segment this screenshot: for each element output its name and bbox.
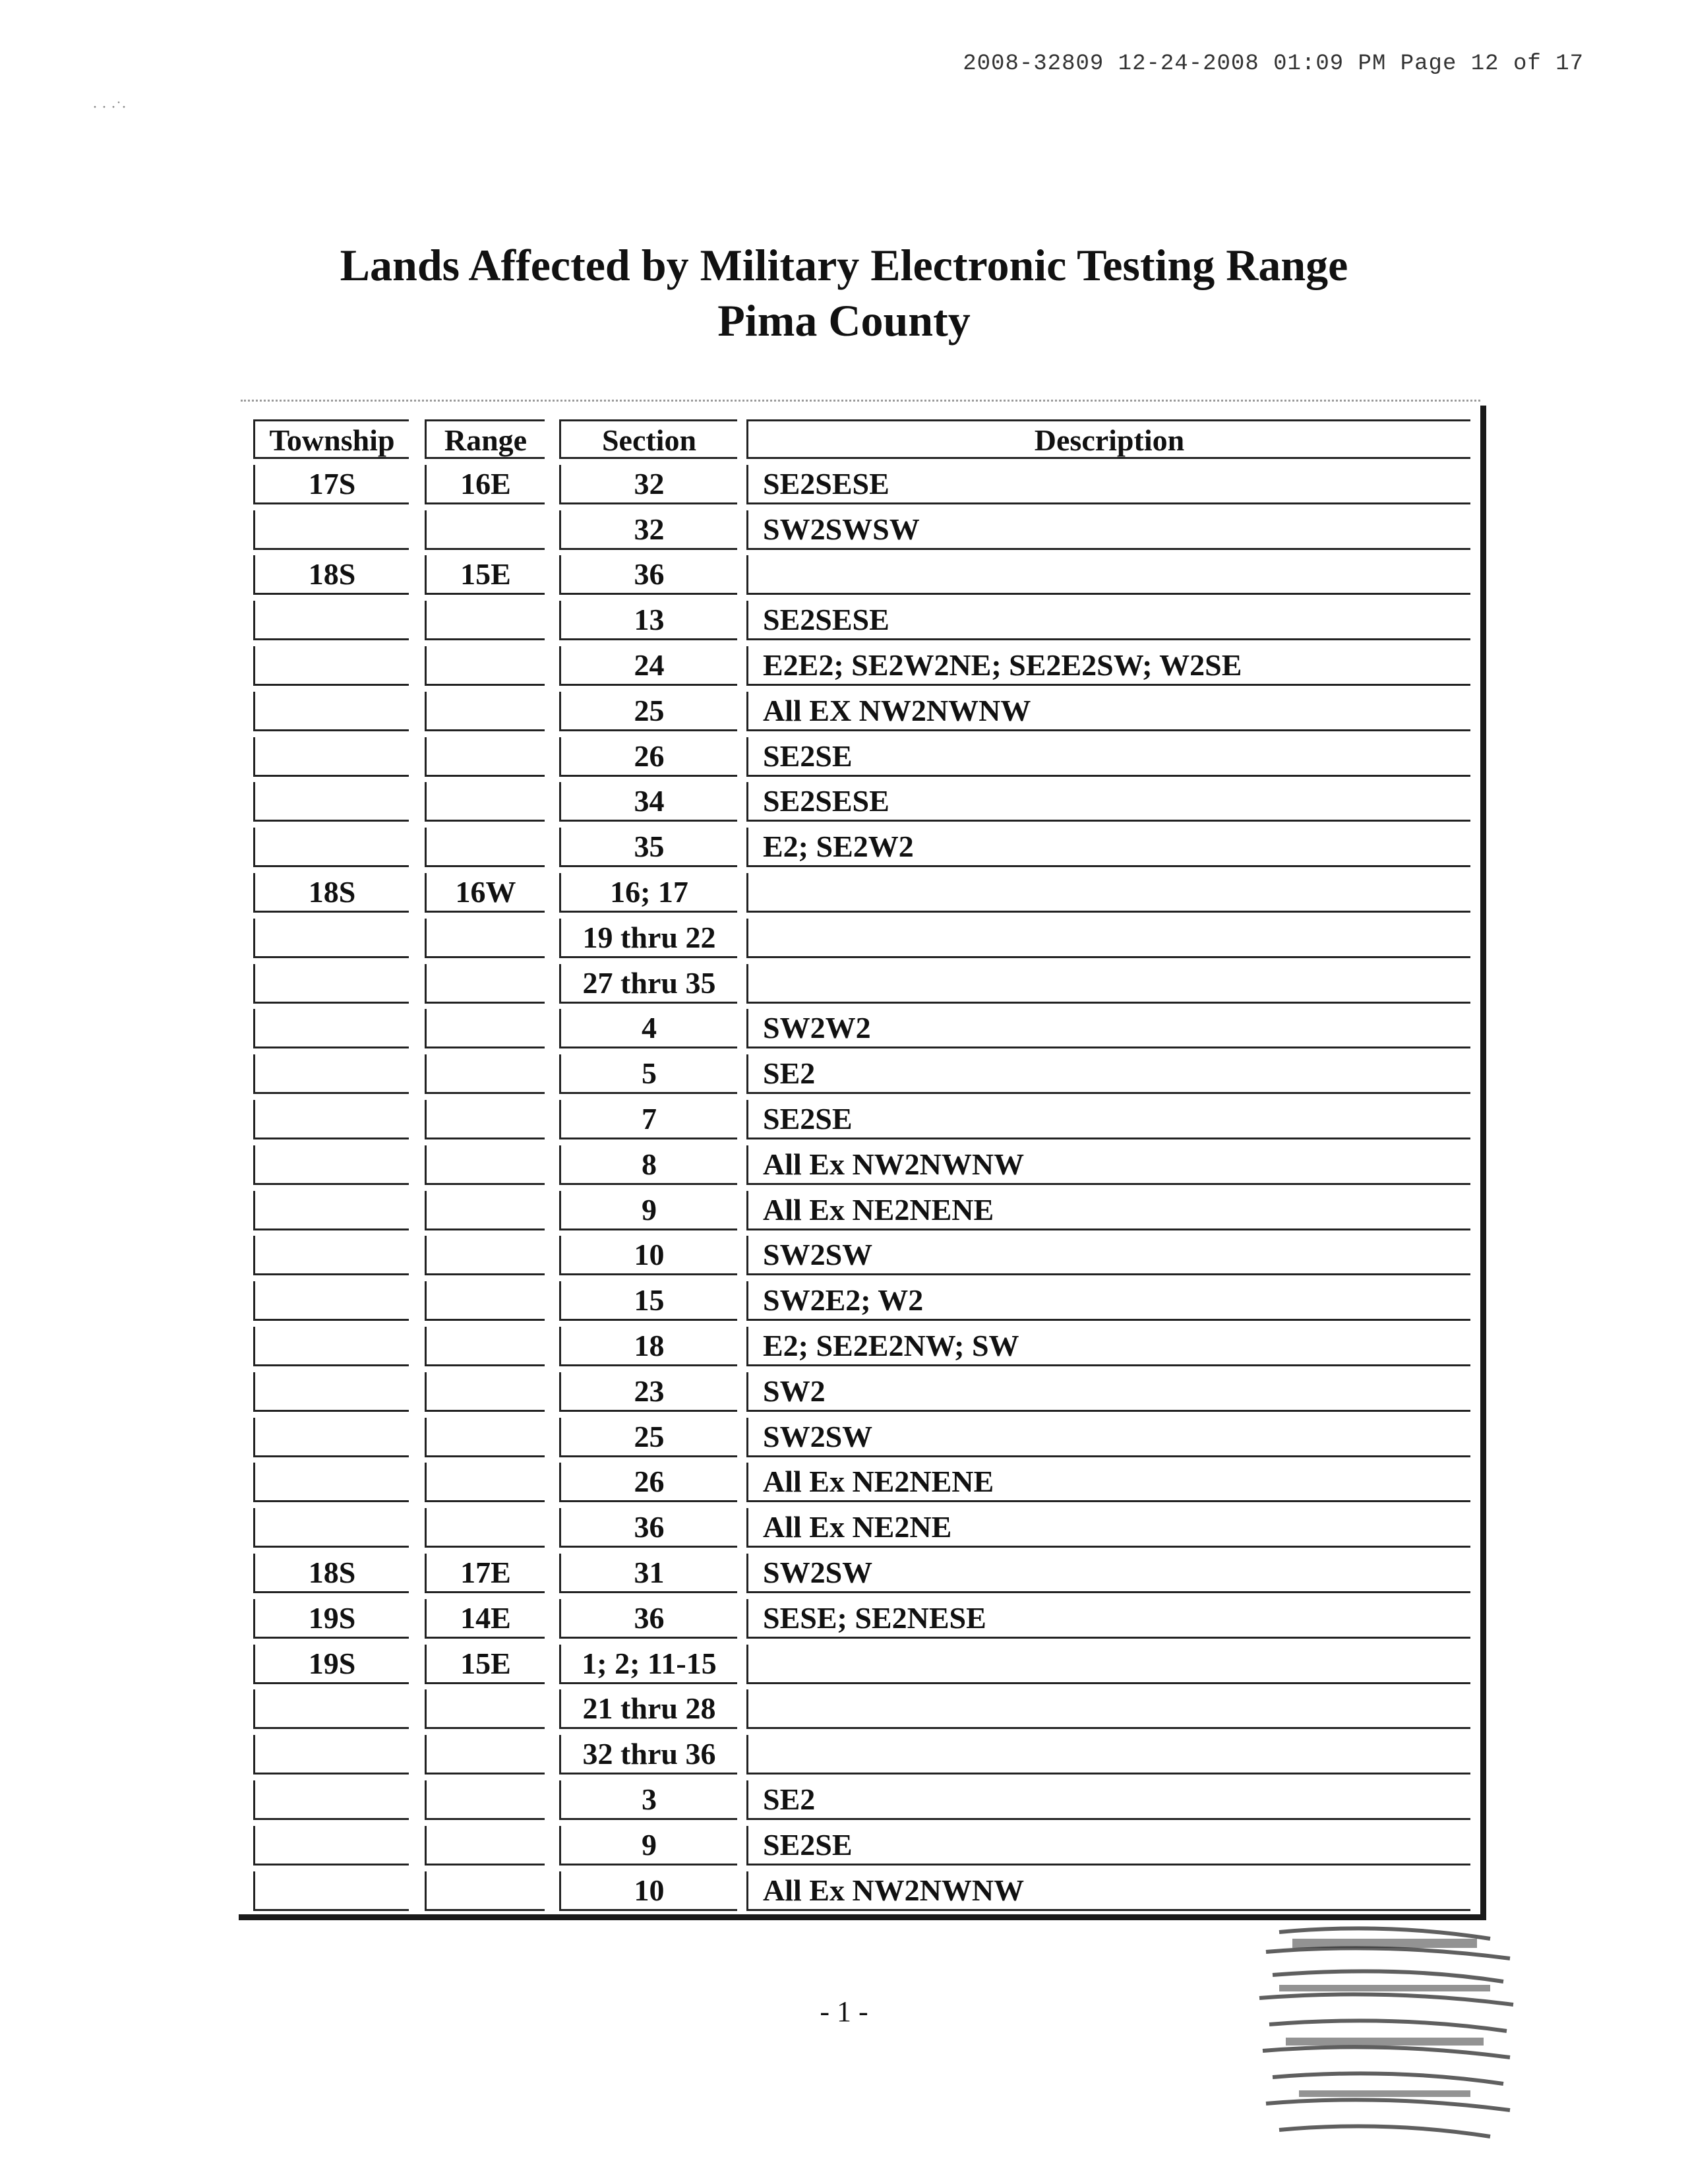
description-cell: SW2SW: [746, 1554, 1470, 1593]
table-row: [249, 688, 1470, 733]
column-header-township: Township: [253, 419, 409, 459]
section-cell: 21 thru 28: [559, 1689, 737, 1729]
table-row: [249, 1187, 1470, 1232]
table-row: [249, 1050, 1470, 1096]
description-cell: [746, 964, 1470, 1004]
description-cell: SE2SESE: [746, 601, 1470, 640]
table-row: [249, 1641, 1470, 1686]
township-cell: [253, 1871, 409, 1911]
range-cell: [425, 1327, 545, 1366]
table-row: [249, 733, 1470, 779]
description-cell: SE2SE: [746, 737, 1470, 777]
table-row: [249, 915, 1470, 960]
range-cell: [425, 1372, 545, 1412]
table-row: [249, 1414, 1470, 1459]
range-cell: 15E: [425, 555, 545, 595]
table-row: [249, 1685, 1470, 1731]
section-cell: 24: [559, 646, 737, 686]
section-cell: 23: [559, 1372, 737, 1412]
range-cell: [425, 1780, 545, 1820]
township-cell: 18S: [253, 873, 409, 913]
section-cell: 3: [559, 1780, 737, 1820]
range-cell: [425, 919, 545, 958]
table-row: [249, 597, 1470, 642]
township-cell: [253, 737, 409, 777]
lands-table: [249, 415, 1470, 1912]
range-cell: [425, 1418, 545, 1457]
section-cell: 9: [559, 1191, 737, 1230]
range-cell: [425, 1191, 545, 1230]
seal-stamp-icon: [1253, 1926, 1517, 2150]
township-cell: [253, 1735, 409, 1774]
description-cell: SW2W2: [746, 1009, 1470, 1048]
section-cell: 36: [559, 1508, 737, 1548]
township-cell: [253, 1145, 409, 1185]
township-cell: [253, 1372, 409, 1412]
table-top-dotted-rule: [241, 400, 1480, 402]
table-row: [249, 1096, 1470, 1141]
township-cell: [253, 692, 409, 731]
township-cell: [253, 646, 409, 686]
range-cell: [425, 964, 545, 1004]
section-cell: 5: [559, 1054, 737, 1094]
recording-stamp: 2008-32809 12-24-2008 01:09 PM Page 12 of 17: [963, 51, 1584, 76]
title-line-2: Pima County: [717, 295, 971, 346]
description-cell: SESE; SE2NESE: [746, 1599, 1470, 1639]
township-cell: [253, 964, 409, 1004]
table-row: [249, 778, 1470, 824]
section-cell: 16; 17: [559, 873, 737, 913]
table-row: [249, 1550, 1470, 1595]
column-header-description: Description: [746, 419, 1470, 459]
table-row: [249, 461, 1470, 506]
township-cell: [253, 1054, 409, 1094]
township-cell: [253, 1327, 409, 1366]
page-number: - 1 -: [820, 1995, 868, 2028]
township-cell: [253, 1191, 409, 1230]
description-cell: SW2SW: [746, 1418, 1470, 1457]
section-cell: 1; 2; 11-15: [559, 1645, 737, 1684]
range-cell: 14E: [425, 1599, 545, 1639]
township-cell: 19S: [253, 1599, 409, 1639]
range-cell: [425, 1463, 545, 1502]
township-cell: 19S: [253, 1645, 409, 1684]
range-cell: [425, 737, 545, 777]
table-row: [249, 824, 1470, 869]
section-cell: 10: [559, 1236, 737, 1275]
description-cell: SW2: [746, 1372, 1470, 1412]
section-cell: 18: [559, 1327, 737, 1366]
description-cell: [746, 555, 1470, 595]
table-row: [249, 1323, 1470, 1368]
table-row: [249, 1776, 1470, 1822]
table-row: [249, 1731, 1470, 1776]
township-cell: [253, 1780, 409, 1820]
section-cell: 36: [559, 1599, 737, 1639]
section-cell: 35: [559, 828, 737, 867]
section-cell: 9: [559, 1826, 737, 1866]
township-cell: [253, 1689, 409, 1729]
description-cell: SW2SWSW: [746, 510, 1470, 550]
description-cell: [746, 1735, 1470, 1774]
range-cell: [425, 1508, 545, 1548]
range-cell: [425, 510, 545, 550]
township-cell: [253, 1463, 409, 1502]
description-cell: SE2SESE: [746, 465, 1470, 504]
township-cell: [253, 1236, 409, 1275]
section-cell: 32: [559, 465, 737, 504]
description-cell: [746, 1645, 1470, 1684]
table-row: [249, 551, 1470, 597]
section-cell: 25: [559, 692, 737, 731]
section-cell: 26: [559, 737, 737, 777]
description-cell: SE2SESE: [746, 782, 1470, 822]
township-cell: [253, 510, 409, 550]
range-cell: [425, 692, 545, 731]
description-cell: [746, 919, 1470, 958]
table-row: [249, 1867, 1470, 1913]
section-cell: 26: [559, 1463, 737, 1502]
township-cell: [253, 919, 409, 958]
table-row: [249, 1368, 1470, 1414]
description-cell: All Ex NE2NENE: [746, 1191, 1470, 1230]
table-row: [249, 1822, 1470, 1867]
township-cell: [253, 601, 409, 640]
description-cell: All Ex NE2NE: [746, 1508, 1470, 1548]
table-row: [249, 642, 1470, 688]
township-cell: [253, 782, 409, 822]
description-cell: SE2SE: [746, 1100, 1470, 1139]
column-header-range: Range: [425, 419, 545, 459]
township-cell: [253, 1826, 409, 1866]
table-row: [249, 1459, 1470, 1504]
section-cell: 34: [559, 782, 737, 822]
description-cell: All Ex NW2NWNW: [746, 1871, 1470, 1911]
range-cell: [425, 1054, 545, 1094]
section-cell: 32 thru 36: [559, 1735, 737, 1774]
section-cell: 15: [559, 1281, 737, 1321]
range-cell: 15E: [425, 1645, 545, 1684]
description-cell: SE2SE: [746, 1826, 1470, 1866]
section-cell: 19 thru 22: [559, 919, 737, 958]
section-cell: 36: [559, 555, 737, 595]
table-row: [249, 960, 1470, 1006]
description-cell: [746, 873, 1470, 913]
table-row: [249, 1141, 1470, 1187]
description-cell: SE2: [746, 1780, 1470, 1820]
section-cell: 31: [559, 1554, 737, 1593]
range-cell: [425, 646, 545, 686]
section-cell: 27 thru 35: [559, 964, 737, 1004]
section-cell: 25: [559, 1418, 737, 1457]
section-cell: 10: [559, 1871, 737, 1911]
range-cell: [425, 1826, 545, 1866]
range-cell: [425, 1236, 545, 1275]
range-cell: [425, 1281, 545, 1321]
township-cell: [253, 1508, 409, 1548]
range-cell: [425, 1009, 545, 1048]
title-line-1: Lands Affected by Military Electronic Testing Range: [340, 240, 1348, 290]
description-cell: E2E2; SE2W2NE; SE2E2SW; W2SE: [746, 646, 1470, 686]
township-cell: 18S: [253, 1554, 409, 1593]
township-cell: [253, 1009, 409, 1048]
table-row: [249, 1595, 1470, 1641]
range-cell: [425, 601, 545, 640]
description-cell: All EX NW2NWNW: [746, 692, 1470, 731]
section-cell: 4: [559, 1009, 737, 1048]
table-row: [249, 1005, 1470, 1050]
range-cell: [425, 1689, 545, 1729]
range-cell: [425, 782, 545, 822]
table-row: [249, 869, 1470, 915]
description-cell: E2; SE2W2: [746, 828, 1470, 867]
table-row: [249, 1232, 1470, 1277]
description-cell: E2; SE2E2NW; SW: [746, 1327, 1470, 1366]
document-title: [0, 237, 1688, 348]
section-cell: 32: [559, 510, 737, 550]
table-row: [249, 1277, 1470, 1323]
township-cell: [253, 1100, 409, 1139]
description-cell: All Ex NW2NWNW: [746, 1145, 1470, 1185]
table-header-row: [249, 415, 1470, 461]
description-cell: SE2: [746, 1054, 1470, 1094]
range-cell: 16W: [425, 873, 545, 913]
description-cell: SW2SW: [746, 1236, 1470, 1275]
range-cell: [425, 1100, 545, 1139]
description-cell: All Ex NE2NENE: [746, 1463, 1470, 1502]
township-cell: 17S: [253, 465, 409, 504]
range-cell: 16E: [425, 465, 545, 504]
township-cell: [253, 828, 409, 867]
township-cell: [253, 1281, 409, 1321]
table-row: [249, 1504, 1470, 1550]
column-header-section: Section: [559, 419, 737, 459]
description-cell: [746, 1689, 1470, 1729]
table-row: [249, 506, 1470, 552]
description-cell: SW2E2; W2: [746, 1281, 1470, 1321]
range-cell: [425, 1735, 545, 1774]
scan-speckle-decoration: · · ·˙·: [92, 99, 127, 116]
township-cell: [253, 1418, 409, 1457]
range-cell: [425, 828, 545, 867]
range-cell: 17E: [425, 1554, 545, 1593]
township-cell: 18S: [253, 555, 409, 595]
section-cell: 7: [559, 1100, 737, 1139]
range-cell: [425, 1871, 545, 1911]
section-cell: 13: [559, 601, 737, 640]
range-cell: [425, 1145, 545, 1185]
section-cell: 8: [559, 1145, 737, 1185]
